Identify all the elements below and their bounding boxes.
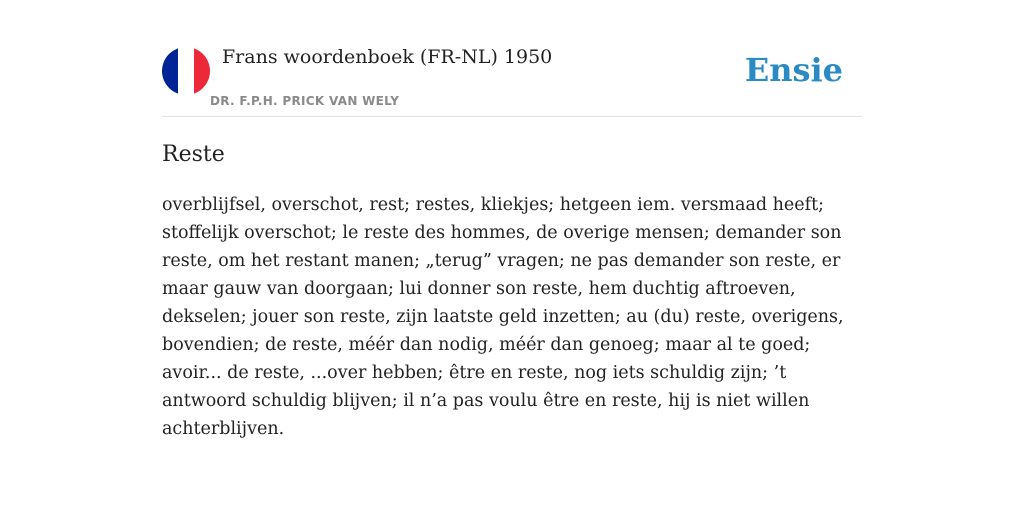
dictionary-card xyxy=(162,40,862,443)
book-title[interactable]: Frans woordenboek (FR-NL) 1950 xyxy=(222,46,553,68)
france-flag-icon xyxy=(162,47,210,95)
brand-logo[interactable]: Ensie xyxy=(744,51,843,89)
author-name[interactable]: DR. F.P.H. PRICK VAN WELY xyxy=(210,94,400,108)
definition-text: overblijfsel, overschot, rest; restes, kliekjes; hetgeen iem. versmaad heeft; stoffelijk overschot; le reste des hommes, de overige mensen; demander son reste, om het restant manen; „terug” vragen; ne pas demander son reste, er maar gauw van doorgaan; lui donner son reste, hem duchtig aftroeven, dekselen; jouer son reste, zijn laatste geld inzetten; au (du) reste, overigens, bovendien; de reste, méér dan nodig, méér dan genoeg; maar al te goed; avoir... de reste, ...over hebben; être en reste, nog iets schuldig zijn; ’t antwoord schuldig blijven; il n’a pas voulu être en reste, hij is niet willen achterblijven. xyxy=(162,195,844,439)
header xyxy=(162,40,862,117)
headword: Reste xyxy=(162,142,225,167)
